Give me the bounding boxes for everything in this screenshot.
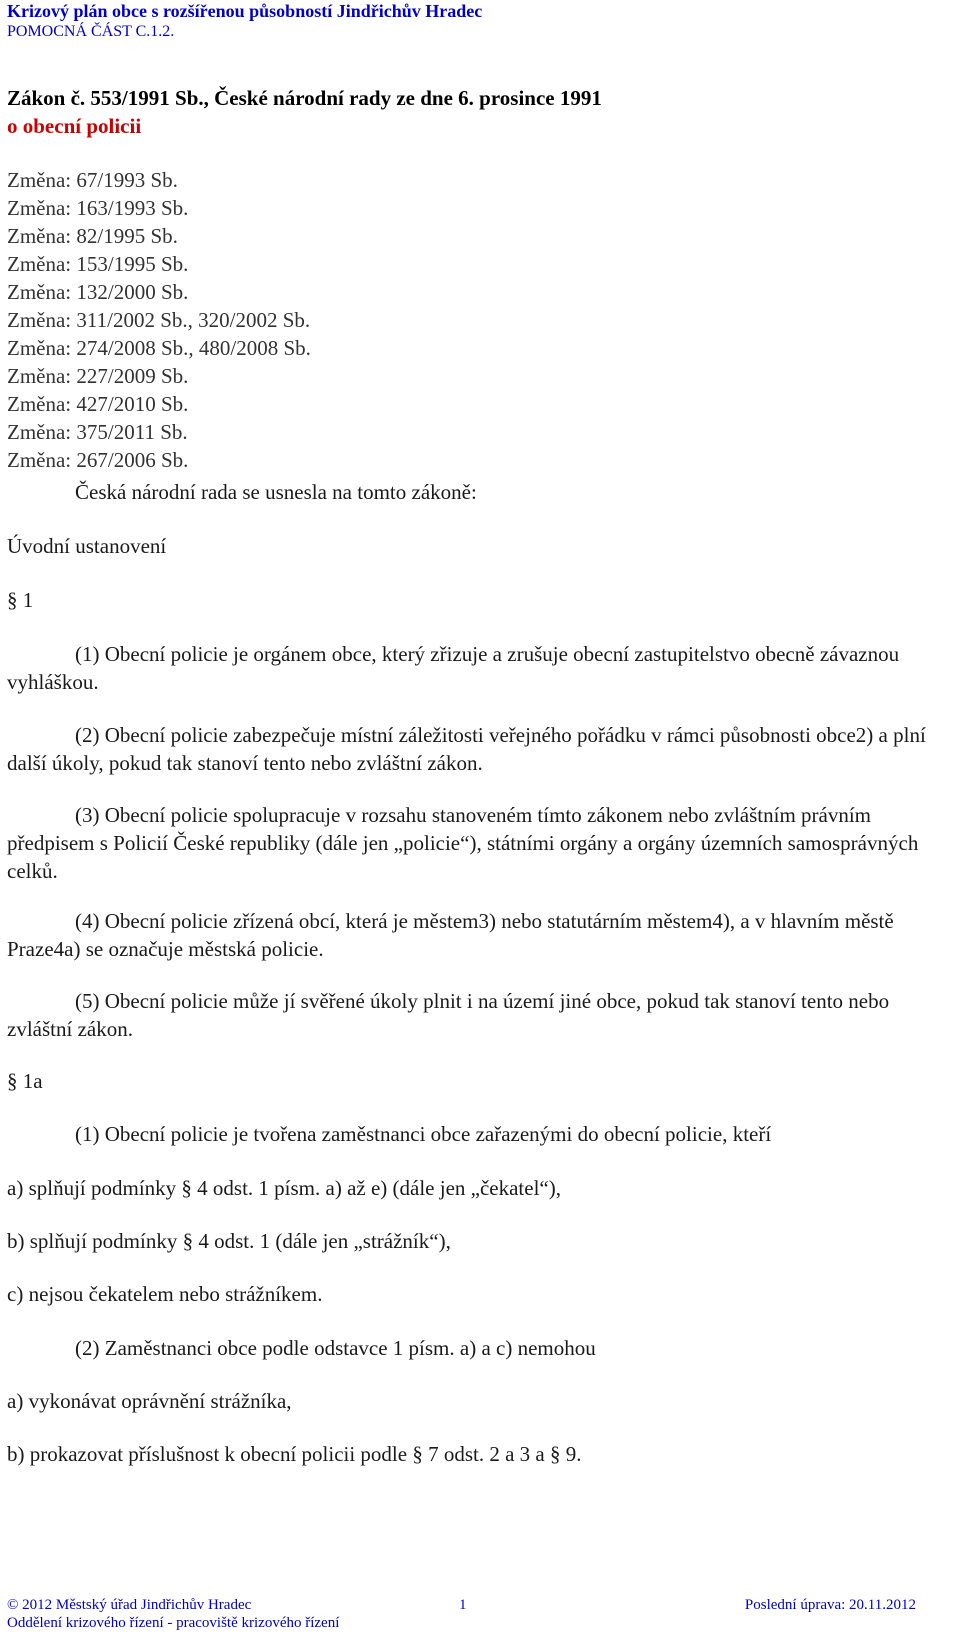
amendment-item: Změna: 311/2002 Sb., 320/2002 Sb. xyxy=(7,308,311,332)
amendment-item: Změna: 163/1993 Sb. xyxy=(7,196,189,220)
header-plan-title: Krizový plán obce s rozšířenou působností Jindřichův Hradec xyxy=(7,1,483,21)
section-1a-item-c: c) nejsou čekatelem nebo strážníkem. xyxy=(7,1282,323,1306)
law-heading xyxy=(7,84,602,140)
section-1a-paragraph-2: (2) Zaměstnanci obce podle odstavce 1 písm. a) a c) nemohou xyxy=(75,1336,596,1360)
section-1-paragraph-2: (2) Obecní policie zabezpečuje místní záležitosti veřejného pořádku v rámci působnosti obce2) a plní další úkoly, pokud tak stanoví tento nebo zvláštní zákon. xyxy=(7,723,926,775)
header-section: POMOCNÁ ČÁST C.1.2. xyxy=(7,23,175,40)
section-1a-paragraph-2-item-b: b) prokazovat příslušnost k obecní policii podle § 7 odst. 2 a 3 a § 9. xyxy=(7,1442,582,1466)
law-subtitle: o obecní policii xyxy=(7,114,142,138)
preamble: Česká národní rada se usnesla na tomto zákoně: xyxy=(75,480,477,504)
section-1-paragraph-1: (1) Obecní policie je orgánem obce, který zřizuje a zrušuje obecní zastupitelstvo obecně závaznou vyhláškou. xyxy=(7,642,900,694)
intro-heading: Úvodní ustanovení xyxy=(7,534,167,558)
amendment-list xyxy=(7,166,311,474)
section-1-mark: § 1 xyxy=(7,588,34,612)
law-title: Zákon č. 553/1991 Sb., České národní rady ze dne 6. prosince 1991 xyxy=(7,86,602,110)
section-1a-paragraph-1: (1) Obecní policie je tvořena zaměstnanci obce zařazenými do obecní policie, kteří xyxy=(75,1122,772,1146)
amendment-item: Změna: 67/1993 Sb. xyxy=(7,168,178,192)
footer-page-number: 1 xyxy=(459,1597,467,1613)
section-1a-item-a: a) splňují podmínky § 4 odst. 1 písm. a) až e) (dále jen „čekatel“), xyxy=(7,1176,561,1200)
amendment-item: Změna: 274/2008 Sb., 480/2008 Sb. xyxy=(7,336,311,360)
amendment-item: Změna: 132/2000 Sb. xyxy=(7,280,189,304)
footer-copyright: © 2012 Městský úřad Jindřichův Hradec xyxy=(7,1597,252,1613)
amendment-item: Změna: 427/2010 Sb. xyxy=(7,392,189,416)
amendment-item: Změna: 267/2006 Sb. xyxy=(7,448,189,472)
page-header xyxy=(7,0,482,42)
section-1-paragraph-3: (3) Obecní policie spolupracuje v rozsahu stanoveném tímto zákonem nebo zvláštním právním předpisem s Policií České republiky (dále jen „policie“), státními orgány a orgány územních samosprávných celků. xyxy=(7,803,919,883)
page-footer xyxy=(7,1596,932,1632)
amendment-item: Změna: 375/2011 Sb. xyxy=(7,420,188,444)
section-1-paragraph-4: (4) Obecní policie zřízená obcí, která je městem3) nebo statutárním městem4), a v hlavním městě Praze4a) se označuje městská policie. xyxy=(7,909,894,961)
amendment-item: Změna: 82/1995 Sb. xyxy=(7,224,178,248)
amendment-item: Změna: 153/1995 Sb. xyxy=(7,252,189,276)
footer-last-update: Poslední úprava: 20.11.2012 xyxy=(744,1597,916,1613)
section-1a-item-b: b) splňují podmínky § 4 odst. 1 (dále jen „strážník“), xyxy=(7,1229,451,1253)
amendment-item: Změna: 227/2009 Sb. xyxy=(7,364,189,388)
section-1a-mark: § 1a xyxy=(7,1069,43,1093)
section-1-paragraph-5: (5) Obecní policie může jí svěřené úkoly plnit i na území jiné obce, pokud tak stanoví tento nebo zvláštní zákon. xyxy=(7,989,890,1041)
section-1a-paragraph-2-item-a: a) vykonávat oprávnění strážníka, xyxy=(7,1389,292,1413)
footer-department: Oddělení krizového řízení - pracoviště krizového řízení xyxy=(7,1615,340,1631)
